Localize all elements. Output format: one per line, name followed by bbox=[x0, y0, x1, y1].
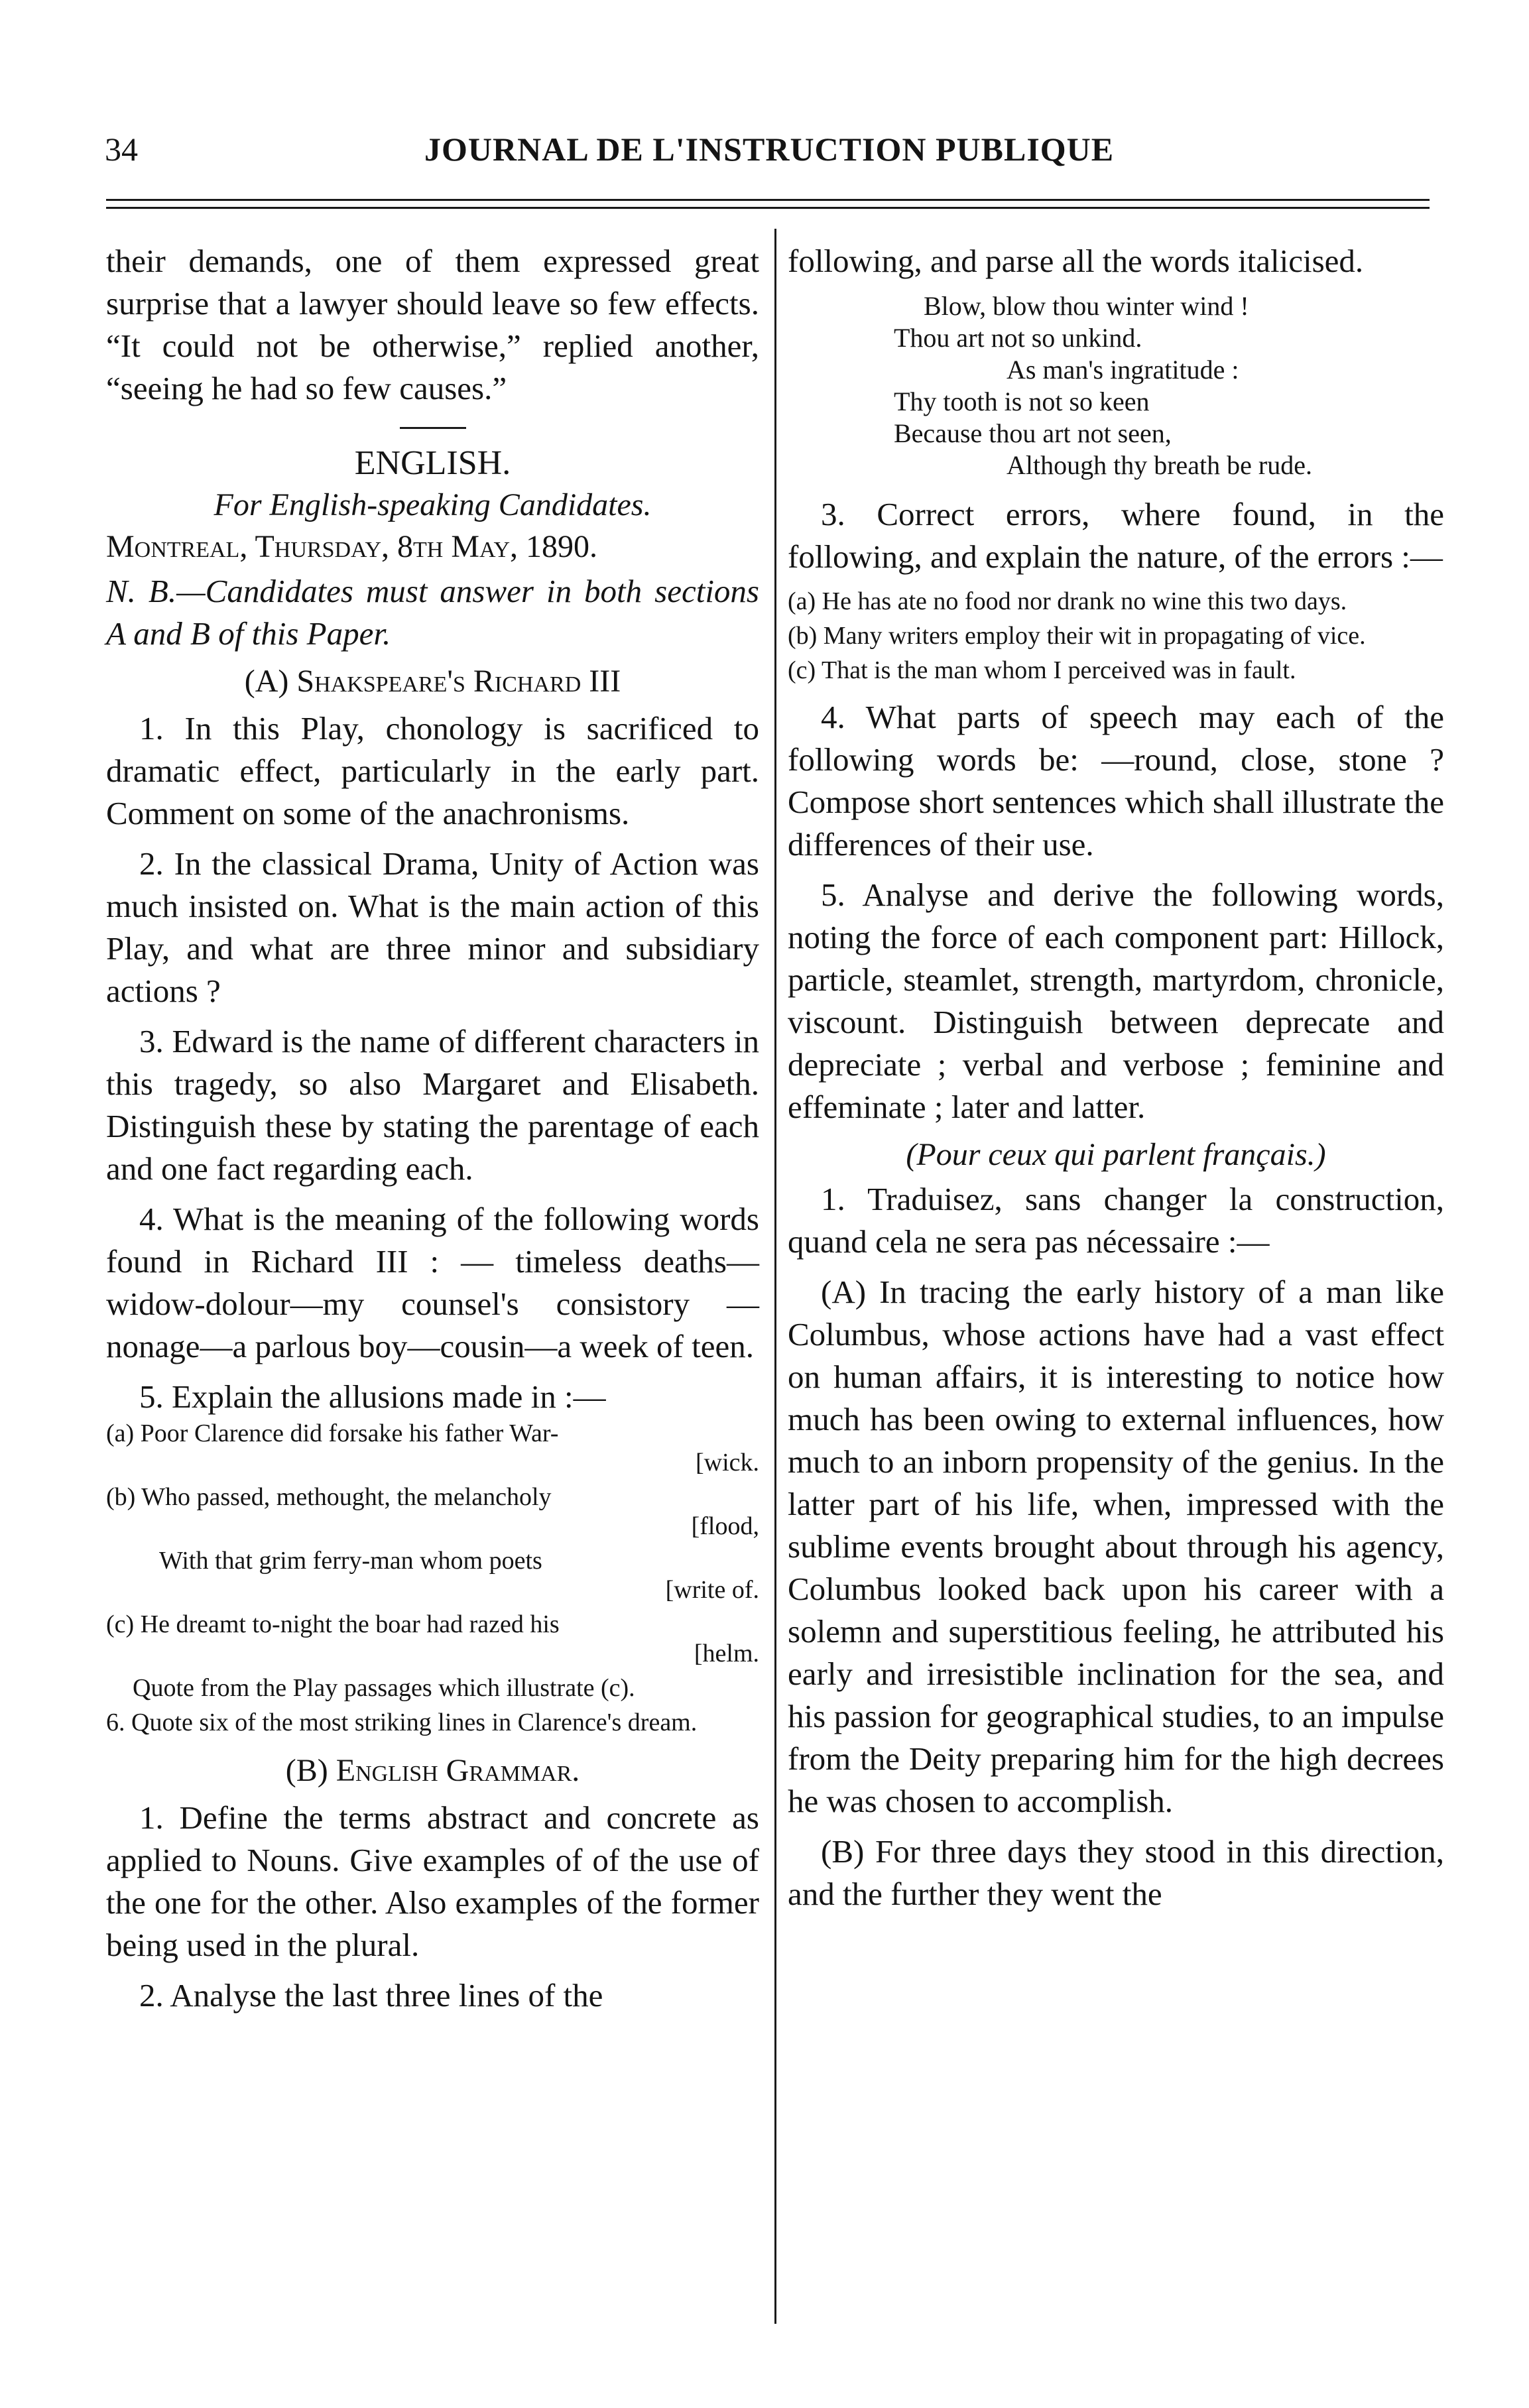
poem-line: Although thy breath be rude. bbox=[1007, 450, 1312, 480]
nota-bene: N. B.—Candidates must answer in both sections A and B of this Paper. bbox=[106, 573, 759, 652]
allusion-c: (c) He dreamt to-night the boar had razed his bbox=[106, 1610, 560, 1638]
poem-excerpt bbox=[788, 290, 1444, 481]
grammar-question-5: 5. Analyse and derive the following words, noting the force of each component part: Hillock, particle, steamlet, strength, martyrdom, chronicle, viscount. Distinguish between deprecate and depreciate ; verbal and verbose ; feminine and effeminate ; later and latter. bbox=[788, 876, 1444, 1125]
poem-line: Because thou art not seen, bbox=[894, 418, 1172, 448]
exam-dateline: Montreal, Thursday, 8th May, 1890. bbox=[106, 529, 597, 564]
error-sentence-b: (b) Many writers employ their wit in propagating of vice. bbox=[788, 622, 1366, 650]
section-divider bbox=[400, 427, 466, 429]
allusion-b-line2-continuation: [write of. bbox=[665, 1576, 759, 1604]
section-b-heading: (B) English Grammar. bbox=[285, 1753, 580, 1788]
poem-line: Thou art not so unkind. bbox=[894, 323, 1142, 353]
left-column bbox=[106, 240, 759, 2025]
section-a-heading: (A) Shakspeare's Richard III bbox=[244, 664, 621, 699]
allusion-a: (a) Poor Clarence did forsake his father War- bbox=[106, 1419, 559, 1447]
question-1: 1. In this Play, chonology is sacrificed to dramatic effect, particularly in the early part. Comment on some of the anachronisms. bbox=[106, 710, 759, 831]
intro-paragraph: their demands, one of them expressed great surprise that a lawyer should leave so few effects. “It could not be otherwise,” replied another, “seeing he had so few causes.” bbox=[106, 243, 759, 406]
error-sentence-c: (c) That is the man whom I perceived was in fault. bbox=[788, 656, 1296, 684]
page-number: 34 bbox=[105, 131, 138, 168]
question-4: 4. What is the meaning of the following words found in Richard III : — timeless deaths— widow-dolour—my counsel's consistory — nonage—a parlous boy—cousin—a week of teen. bbox=[106, 1201, 759, 1364]
allusion-quote-instruction: Quote from the Play passages which illustrate (c). bbox=[133, 1674, 635, 1702]
allusion-b-line2: With that grim ferry-man whom poets bbox=[159, 1547, 542, 1575]
question-6: 6. Quote six of the most striking lines in Clarence's dream. bbox=[106, 1709, 698, 1736]
translation-passage-b: (B) For three days they stood in this direction, and the further they went the bbox=[788, 1833, 1444, 1912]
poem-line: As man's ingratitude : bbox=[1007, 355, 1239, 385]
right-column bbox=[788, 240, 1444, 1923]
allusion-b: (b) Who passed, methought, the melancholy bbox=[106, 1483, 552, 1511]
error-sentence-a: (a) He has ate no food nor drank no wine this two days. bbox=[788, 587, 1347, 615]
question-2: 2. In the classical Drama, Unity of Action was much insisted on. What is the main action of this Play, and what are three minor and subsidiary actions ? bbox=[106, 845, 759, 1009]
question-3: 3. Edward is the name of different characters in this tragedy, so also Margaret and Elisabeth. Distinguish these by stating the parentage of each and one fact regarding each. bbox=[106, 1023, 759, 1187]
french-heading: (Pour ceux qui parlent français.) bbox=[906, 1137, 1326, 1172]
grammar-question-2: 2. Analyse the last three lines of the bbox=[139, 1977, 603, 2014]
poem-line: Thy tooth is not so keen bbox=[894, 387, 1150, 416]
column-separator bbox=[774, 229, 776, 2324]
grammar-question-1: 1. Define the terms abstract and concrete as applied to Nouns. Give examples of of the use of the one for the other. Also examples of the former being used in the plural. bbox=[106, 1799, 759, 1963]
english-heading: ENGLISH. bbox=[354, 444, 511, 482]
question-5: 5. Explain the allusions made in :— bbox=[139, 1378, 606, 1415]
translation-instruction: 1. Traduisez, sans changer la construction, quand cela ne sera pas nécessaire :— bbox=[788, 1181, 1444, 1260]
header-rule-top bbox=[106, 199, 1430, 201]
header-rule-bottom bbox=[106, 207, 1430, 209]
translation-passage-a: (A) In tracing the early history of a man like Columbus, whose actions have had a vast effect on human affairs, it is interesting to notice how much has been owing to external influences, how much to an inborn propensity of the genius. In the latter part of his life, when, impressed with the sublime events brought about through his agency, Columbus looked back upon his career with a solemn and superstitious feeling, he attributed his early and irresistible inclination for the sea, and his passion for geographical studies, to an impulse from the Deity preparing him for the high decrees he was chosen to accomplish. bbox=[788, 1274, 1444, 1819]
grammar-question-2-continued: following, and parse all the words italicised. bbox=[788, 243, 1364, 279]
grammar-question-3: 3. Correct errors, where found, in the following, and explain the nature, of the errors :— bbox=[788, 496, 1444, 575]
english-subheading: For English-speaking Candidates. bbox=[214, 487, 652, 522]
poem-line: Blow, blow thou winter wind ! bbox=[924, 291, 1249, 321]
running-title: JOURNAL DE L'INSTRUCTION PUBLIQUE bbox=[424, 131, 1115, 168]
grammar-question-4: 4. What parts of speech may each of the following words be: —round, close, stone ? Compose short sentences which shall illustrate the differences of their use. bbox=[788, 699, 1444, 863]
allusion-a-continuation: [wick. bbox=[695, 1449, 759, 1476]
allusion-b-continuation: [flood, bbox=[691, 1512, 759, 1540]
allusion-c-continuation: [helm. bbox=[694, 1640, 759, 1667]
